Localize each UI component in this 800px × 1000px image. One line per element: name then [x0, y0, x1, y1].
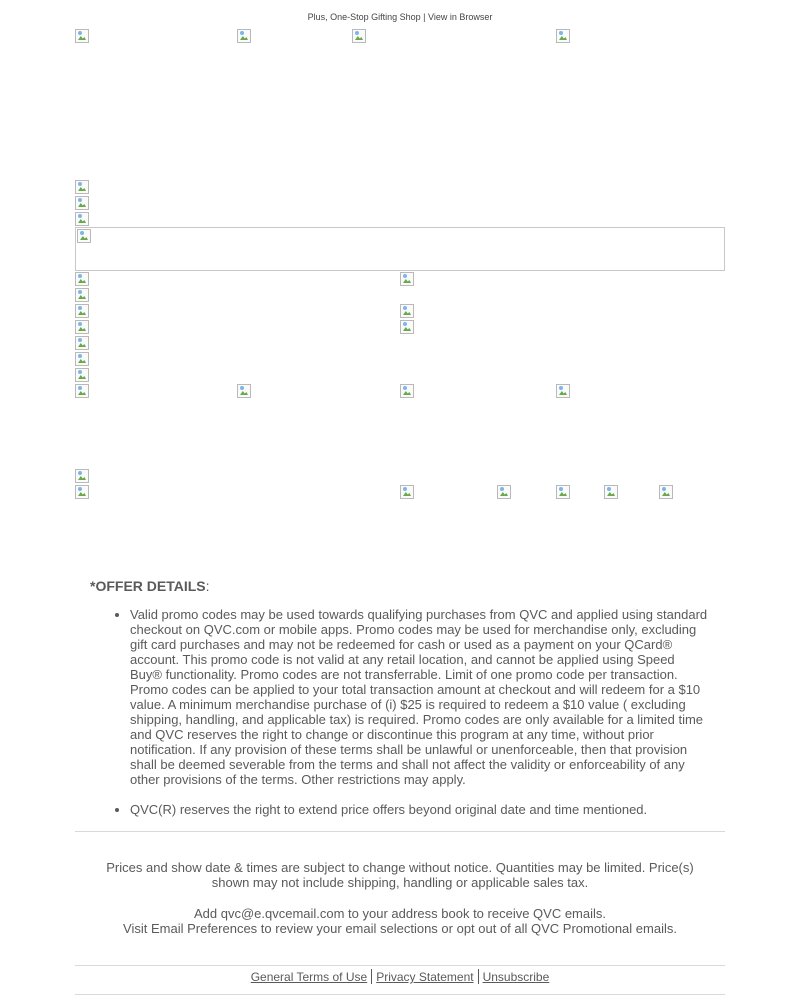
broken-image-icon — [75, 196, 89, 210]
hero-image-3[interactable] — [352, 29, 368, 45]
product-image-4[interactable] — [556, 384, 572, 400]
broken-image-icon — [556, 384, 570, 398]
broken-image-icon — [556, 485, 570, 499]
offer-detail-item: • Valid promo codes may be used towards qualifying purchases from QVC and applied using standard checkout on QVC.com or mobile apps. Promo codes may be used for merchandise only, excluding gift card purchases and may not be redeemed for cash or used as a payment on your QCard® account. This promo code is not valid at any retail location, and cannot be applied using Speed Buy® functionality. Promo codes are not transferrable. Limit of one promo code per transaction. Promo codes can be applied to your total transaction amount at checkout and will redeem for a $10 value. A minimum merchandise purchase of (i) $25 is required to redeem a $10 value ( excluding shipping, handling, and applicable tax) is required. Promo codes are only available for a limited time and QVC reserves the right to change or discontinue this program at any time, without prior notification. If any provision of these terms shall be unlawful or unenforceable, then that provision shall be deemed severable from the terms and shall not affect the validity or enforceability of any other provisions of the terms. Other restrictions may apply. — [130, 607, 710, 787]
view-in-browser-link[interactable]: View in Browser — [428, 12, 493, 22]
app-promo-image[interactable] — [75, 469, 91, 485]
social-icon-3[interactable] — [556, 485, 572, 501]
email-preferences-note: Visit Email Preferences to review your email selections or opt out of all QVC Promotional emails. — [123, 921, 677, 936]
hero-image-4[interactable] — [556, 29, 572, 45]
link-separator — [371, 969, 372, 984]
promo-strip-image[interactable] — [75, 196, 91, 212]
broken-image-icon — [75, 180, 89, 194]
broken-image-icon — [237, 384, 251, 398]
social-icon-5[interactable] — [659, 485, 675, 501]
divider — [75, 831, 725, 832]
promo-banner-image — [77, 229, 93, 245]
offer-detail-item: • QVC(R) reserves the right to extend price offers beyond original date and time mentioned. — [130, 802, 710, 817]
promo-banner[interactable] — [75, 227, 725, 271]
divider — [75, 994, 725, 995]
preheader-separator: | — [423, 12, 426, 22]
broken-image-icon — [75, 288, 89, 302]
broken-image-icon — [497, 485, 511, 499]
preheader — [0, 12, 800, 22]
price-disclaimer: Prices and show date & times are subject to change without notice. Quantities may be limited. Price(s) shown may not include shipping, handling or applicable sales tax. — [106, 860, 694, 890]
broken-image-icon — [237, 29, 251, 43]
broken-image-icon — [400, 485, 414, 499]
broken-image-icon — [75, 384, 89, 398]
broken-image-icon — [75, 320, 89, 334]
product-image-1[interactable] — [75, 384, 91, 400]
category-image[interactable] — [75, 368, 91, 384]
hero-image-2[interactable] — [237, 29, 253, 45]
privacy-statement-link[interactable]: Privacy Statement — [376, 970, 474, 984]
category-image[interactable] — [400, 304, 416, 320]
link-separator — [478, 969, 479, 984]
category-image[interactable] — [75, 304, 91, 320]
product-image-3[interactable] — [400, 384, 416, 400]
broken-image-icon — [75, 352, 89, 366]
offer-details-heading — [90, 578, 210, 594]
social-icon-1[interactable] — [400, 485, 416, 501]
promo-strip-image[interactable] — [75, 212, 91, 228]
category-image[interactable] — [75, 336, 91, 352]
offer-details-title: *OFFER DETAILS — [90, 578, 206, 594]
broken-image-icon — [75, 304, 89, 318]
offer-details-colon: : — [205, 578, 210, 594]
broken-image-icon — [75, 272, 89, 286]
broken-image-icon — [75, 29, 89, 43]
broken-image-icon — [75, 485, 89, 499]
broken-image-icon — [400, 304, 414, 318]
broken-image-icon — [75, 368, 89, 382]
broken-image-icon — [400, 320, 414, 334]
divider — [75, 965, 725, 966]
hero-image-1[interactable] — [75, 29, 91, 45]
broken-image-icon — [659, 485, 673, 499]
address-book-note: Add qvc@e.qvcemail.com to your address book to receive QVC emails. — [193, 906, 607, 921]
broken-image-icon — [604, 485, 618, 499]
category-image[interactable] — [75, 272, 91, 288]
promo-strip-image[interactable] — [75, 180, 91, 196]
preheader-text: Plus, One-Stop Gifting Shop — [307, 12, 421, 22]
broken-image-icon — [556, 29, 570, 43]
offer-details-list — [90, 607, 710, 832]
social-icon-2[interactable] — [497, 485, 513, 501]
category-image[interactable] — [75, 288, 91, 304]
broken-image-icon — [400, 384, 414, 398]
category-image[interactable] — [400, 272, 416, 288]
broken-image-icon — [77, 229, 91, 243]
product-image-2[interactable] — [237, 384, 253, 400]
category-image[interactable] — [400, 320, 416, 336]
social-icon-4[interactable] — [604, 485, 620, 501]
category-image[interactable] — [75, 320, 91, 336]
terms-of-use-link[interactable]: General Terms of Use — [250, 970, 368, 984]
broken-image-icon — [400, 272, 414, 286]
broken-image-icon — [75, 336, 89, 350]
broken-image-icon — [352, 29, 366, 43]
unsubscribe-link[interactable]: Unsubscribe — [482, 970, 550, 984]
broken-image-icon — [75, 212, 89, 226]
logo-image[interactable] — [75, 485, 91, 501]
broken-image-icon — [75, 469, 89, 483]
footer-links — [0, 970, 800, 985]
category-image[interactable] — [75, 352, 91, 368]
